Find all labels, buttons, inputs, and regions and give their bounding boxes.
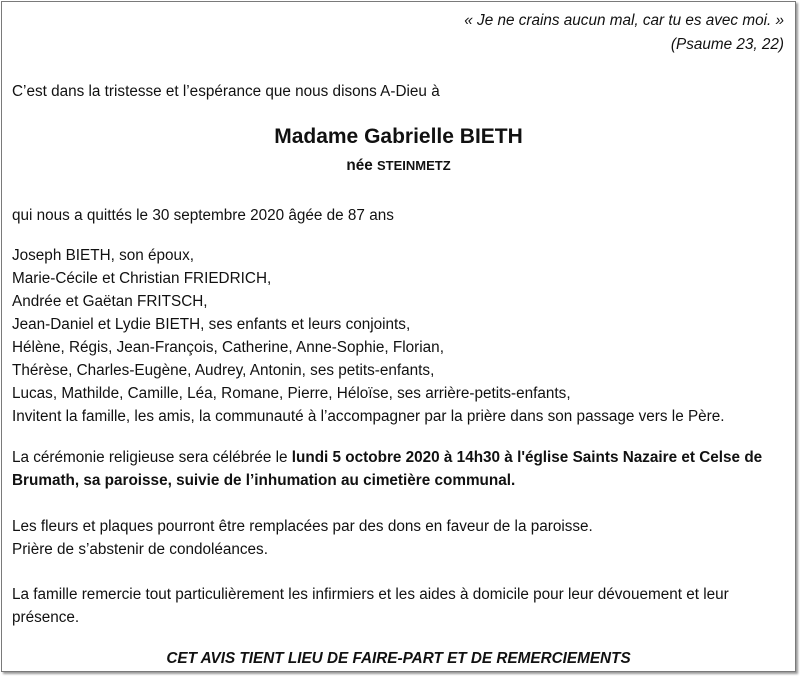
intro-text: C’est dans la tristesse et l’espérance que nous disons A-Dieu à [12, 83, 440, 100]
deceased-name: Madame Gabrielle BIETH [274, 125, 523, 148]
footer-notice: CET AVIS TIENT LIEU DE FAIRE-PART ET DE REMERCIEMENTS [166, 650, 631, 667]
ceremony-intro: La cérémonie religieuse sera célébrée le [12, 449, 292, 466]
death-statement: qui nous a quittés le 30 septembre 2020 âgée de 87 ans [12, 207, 394, 224]
flowers-line: Les fleurs et plaques pourront être remplacées par des dons en faveur de la paroisse. [12, 518, 593, 535]
quote-reference: (Psaume 23, 22) [670, 36, 784, 53]
family-line: Marie-Cécile et Christian FRIEDRICH, [12, 270, 272, 287]
obituary-notice [1, 1, 796, 672]
family-line: Jean-Daniel et Lydie BIETH, ses enfants et leurs conjoints, [12, 316, 411, 333]
family-line: Thérèse, Charles-Eugène, Audrey, Antonin, ses petits-enfants, [12, 362, 435, 379]
psalm-quote [464, 9, 784, 57]
family-list [12, 244, 725, 428]
flowers-paragraph [12, 515, 593, 561]
nee-word: née [346, 157, 373, 174]
thanks-paragraph: La famille remercie tout particulièrement les infirmiers et les aides à domicile pour leur dévouement et leur présence. [12, 586, 729, 626]
quote-text: « Je ne crains aucun mal, car tu es avec moi. » [464, 12, 784, 29]
family-line: Andrée et Gaëtan FRITSCH, [12, 293, 208, 310]
condolences-line: Prière de s’abstenir de condoléances. [12, 541, 268, 558]
family-line: Lucas, Mathilde, Camille, Léa, Romane, Pierre, Héloïse, ses arrière-petits-enfants, [12, 385, 571, 402]
ceremony-details: lundi 5 octobre 2020 à 14h30 à l'église Saints Nazaire et Celse de Brumath, sa paroisse, suivie de l’inhumation au cimetière communal. [12, 449, 763, 489]
ceremony-paragraph [12, 446, 782, 492]
maiden-name: STEINMETZ [376, 158, 451, 173]
maiden-name-line [2, 154, 795, 177]
family-line: Invitent la famille, les amis, la communauté à l’accompagner par la prière dans son passage vers le Père. [12, 408, 725, 425]
family-line: Joseph BIETH, son époux, [12, 247, 194, 264]
family-line: Hélène, Régis, Jean-François, Catherine, Anne-Sophie, Florian, [12, 339, 444, 356]
